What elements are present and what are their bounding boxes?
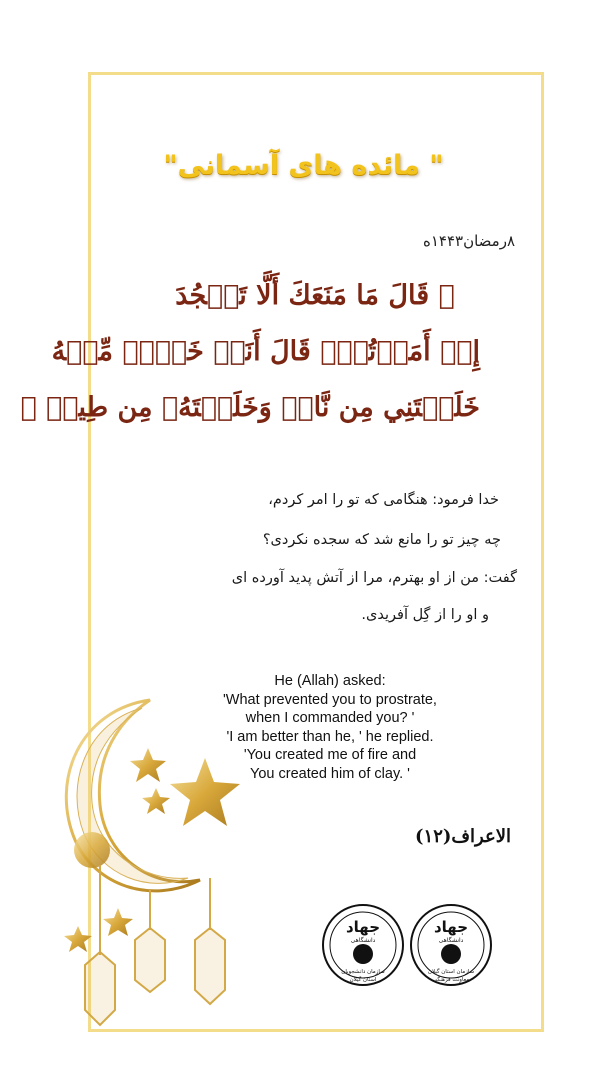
logo-caption-1: سازمان دانشجویان <box>341 969 385 975</box>
gear-icon <box>353 944 373 964</box>
persian-line-3: گفت: من از او بهترم، مرا از آتش پدید آورده ای <box>231 570 517 586</box>
logo-caption-2: معاونت فرهنگی <box>432 977 470 983</box>
verse-line-1: ﴿ قَالَ مَا مَنَعَكَ أَلَّا تَسۡجُدَ <box>175 280 455 311</box>
logo-sub: دانشگاهی <box>350 937 376 944</box>
english-line-3: when I commanded you? ' <box>245 710 415 726</box>
english-line-2: 'What prevented you to prostrate, <box>223 691 437 708</box>
lantern-icon <box>85 865 225 1025</box>
logo-word: جهاد <box>433 918 469 936</box>
surah-reference: الاعراف(۱۲) <box>415 826 511 847</box>
persian-line-4: و او را از گِل آفریدی. <box>361 607 489 623</box>
date-label: ۸رمضان۱۴۴۳ه <box>422 232 515 250</box>
jahad-student-logo <box>320 902 406 988</box>
jahad-cultural-logo <box>408 902 494 988</box>
logo-word: جهاد <box>345 918 381 936</box>
english-line-6: You created him of clay. ' <box>250 765 410 782</box>
gear-icon <box>441 944 461 964</box>
verse-line-2: إِذۡ أَمَرۡتُكَۖ قَالَ أَنَا۠ خَيۡرٞ مِّنۡهُ <box>51 336 480 367</box>
english-line-1: He (Allah) asked: <box>274 673 386 689</box>
crescent-moon-icon <box>66 700 200 891</box>
logo-sub: دانشگاهی <box>438 937 464 944</box>
english-line-4: 'I am better than he, ' he replied. <box>226 728 434 745</box>
page-title: " مائده های آسمانی" <box>163 150 444 181</box>
persian-line-1: خدا فرمود: هنگامی که تو را امر کردم، <box>268 492 499 508</box>
english-line-5: 'You created me of fire and <box>243 747 417 763</box>
crescent-lantern-decoration <box>30 690 260 1040</box>
logo-caption-2: استان گیلان <box>349 977 377 983</box>
persian-line-2: چه چیز تو را مانع شد که سجده نکردی؟ <box>262 532 501 548</box>
verse-line-3: خَلَقۡتَنِي مِن نَّارٖ وَخَلَقۡتَهُۥ مِن طِينٖ ﴾ <box>20 392 480 423</box>
logo-caption-1: سازمان استان گیلان <box>427 969 475 975</box>
